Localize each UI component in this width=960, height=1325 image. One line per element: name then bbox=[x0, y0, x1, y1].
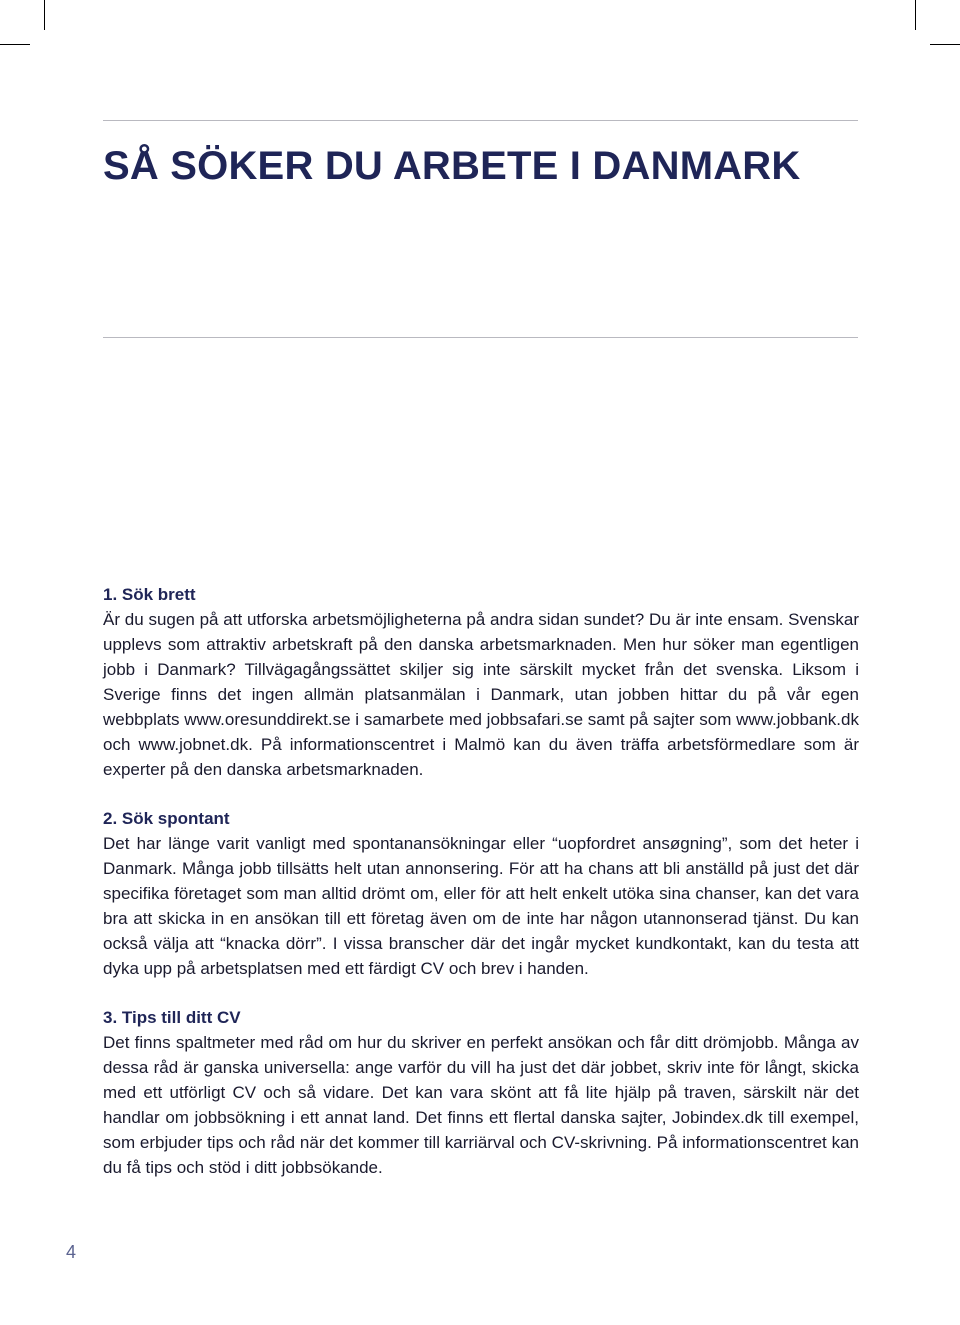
article-body bbox=[103, 582, 859, 1204]
page-title: SÅ SÖKER DU ARBETE I DANMARK bbox=[103, 144, 801, 188]
section-tips-cv bbox=[103, 1005, 859, 1180]
crop-mark-top-left-horizontal bbox=[0, 44, 30, 45]
section-heading: 2. Sök spontant bbox=[103, 809, 230, 828]
crop-mark-top-left-vertical bbox=[44, 0, 45, 30]
section-sok-brett bbox=[103, 582, 859, 782]
section-heading: 3. Tips till ditt CV bbox=[103, 1008, 241, 1027]
crop-mark-top-right-horizontal bbox=[930, 44, 960, 45]
crop-mark-top-right-vertical bbox=[915, 0, 916, 30]
page-number: 4 bbox=[66, 1242, 77, 1262]
title-rule-bottom bbox=[103, 337, 858, 338]
section-paragraph: Det finns spaltmeter med råd om hur du skriver en perfekt ansökan och får ditt drömjobb. Många av dessa råd är ganska universella: ange varför du vill ha just det där jobbet, skriv inte för långt, skicka med ett utförligt CV och så vidare. Det kan vara skönt att få lite hjälp på traven, särskilt när det handlar om jobbsökning i ett annat land. Det finns ett flertal danska sajter, Jobindex.dk till exempel, som erbjuder tips och råd när det kommer till karriärval och CV-skrivning. På informationscentret kan du få tips och stöd i ditt jobbsökande. bbox=[103, 1033, 859, 1177]
section-paragraph: Är du sugen på att utforska arbetsmöjligheterna på andra sidan sundet? Du är inte ensam. Svenskar upplevs som attraktiv arbetskraft på den danska arbetsmarknaden. Men hur söker man egentligen jobb i Danmark? Tillvägagångssättet skiljer sig inte särskilt mycket från det svenska. Liksom i Sverige finns det ingen allmän platsanmälan i Danmark, utan jobben hittar du på vår egen webbplats www.oresunddirekt.se i samarbete med jobbsafari.se samt på sajter som www.jobbank.dk och www.jobnet.dk. På informationscentret i Malmö kan du även träffa arbetsförmedlare som är experter på den danska arbetsmarknaden. bbox=[103, 610, 859, 779]
section-sok-spontant bbox=[103, 806, 859, 981]
title-rule-top bbox=[103, 120, 858, 121]
section-heading: 1. Sök brett bbox=[103, 585, 196, 604]
section-paragraph: Det har länge varit vanligt med spontanansökningar eller “uopfordret ansøgning”, som det heter i Danmark. Många jobb tillsätts helt utan annonsering. För att ha chans att bli anställd på just det där specifika företaget som man alltid drömt om, eller för att helt enkelt utöka sina chanser, kan det vara bra att skicka in en ansökan till ett företag även om de inte har någon utannonserad tjänst. Du kan också välja att “knacka dörr”. I vissa branscher där det ingår mycket kundkontakt, kan du testa att dyka upp på arbetsplatsen med ett färdigt CV och brev i handen. bbox=[103, 834, 859, 978]
